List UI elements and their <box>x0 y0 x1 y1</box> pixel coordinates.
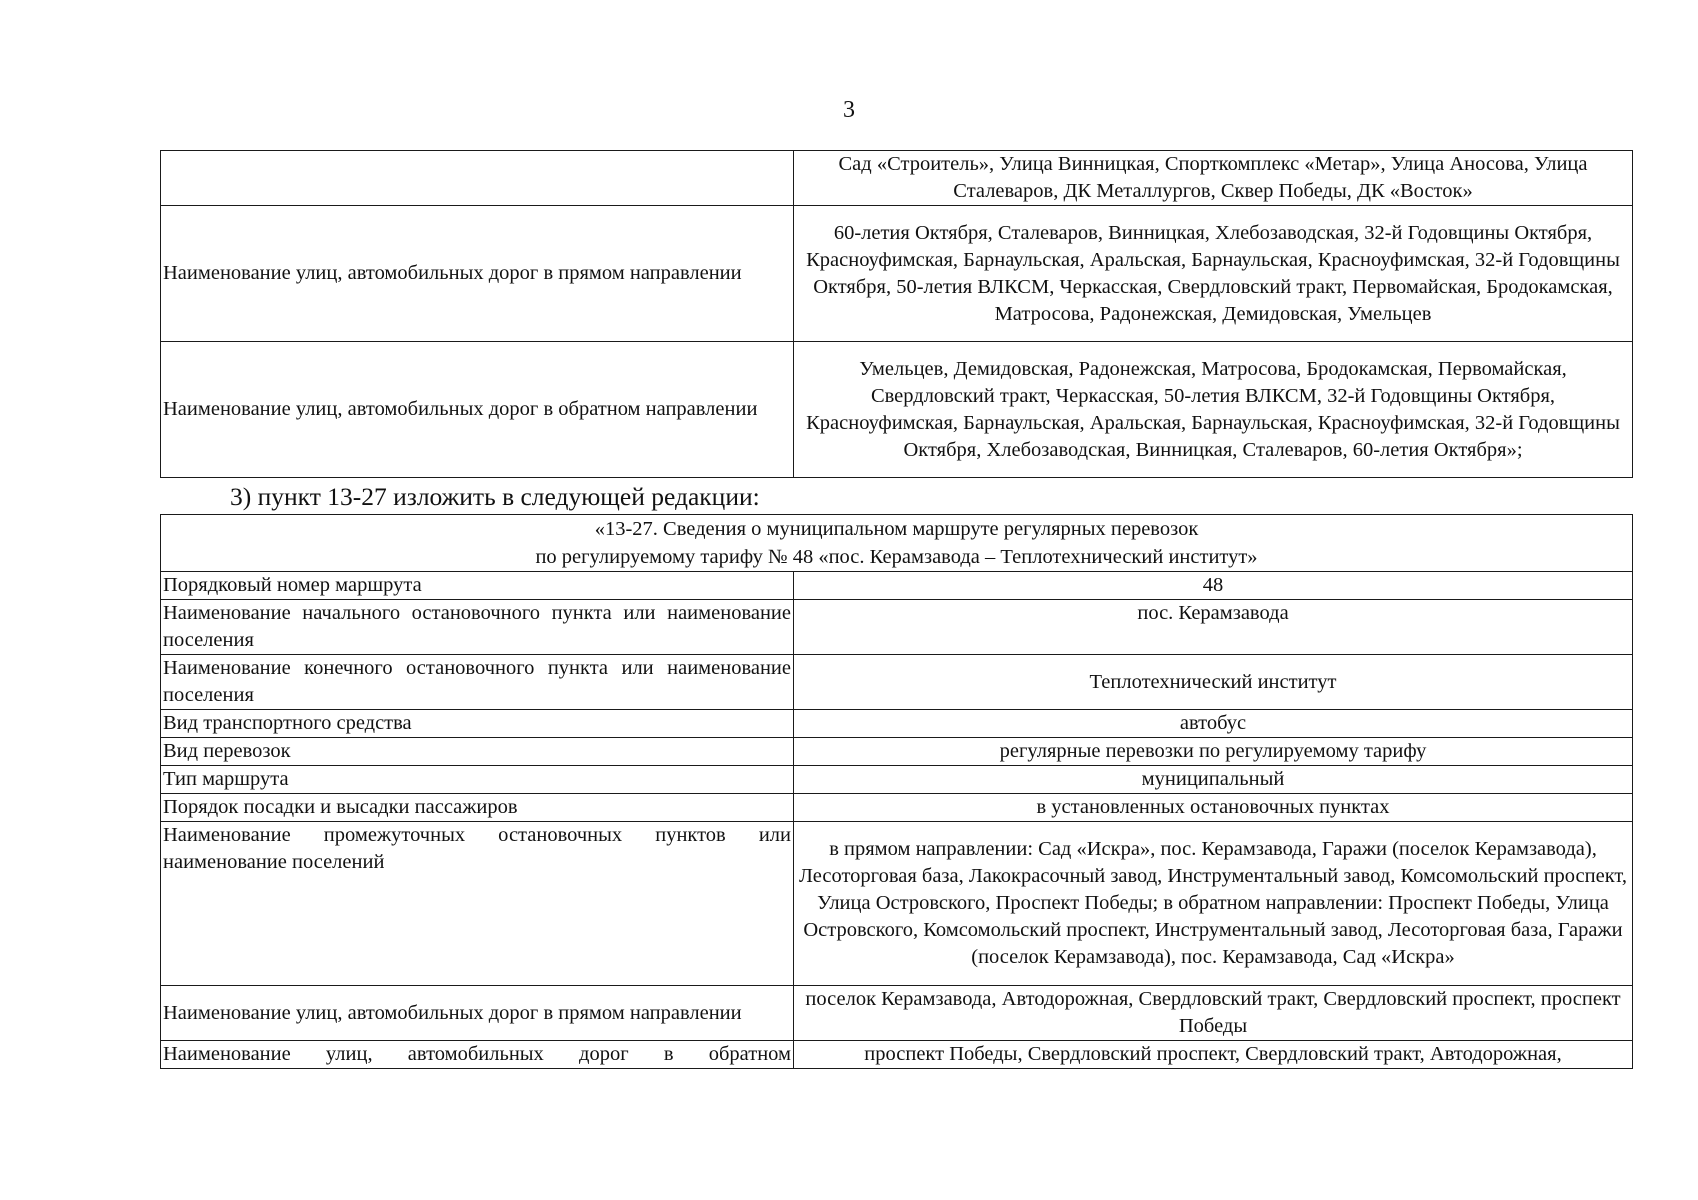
row-label: Наименование улиц, автомобильных дорог в прямом направлении <box>161 206 794 342</box>
table-title-row <box>161 515 1633 572</box>
table-row <box>161 710 1633 738</box>
table-row <box>161 986 1633 1041</box>
table-title-line-1: «13-27. Сведения о муниципальном маршруте регулярных перевозок <box>594 518 1199 540</box>
table-title <box>161 515 1633 572</box>
table-row <box>161 600 1633 655</box>
table-row <box>161 766 1633 794</box>
row-value: Теплотехнический институт <box>794 655 1633 710</box>
row-value: муниципальный <box>794 766 1633 794</box>
row-label: Вид перевозок <box>161 738 794 766</box>
row-value: автобус <box>794 710 1633 738</box>
table-row <box>161 822 1633 986</box>
route-table-continued <box>160 150 1633 478</box>
section-heading: 3) пункт 13-27 изложить в следующей редакции: <box>230 482 760 511</box>
table-row <box>161 151 1633 206</box>
table-row <box>161 1041 1633 1069</box>
row-label: Наименование промежуточных остановочных пунктов или наименование поселений <box>161 822 794 986</box>
row-label: Порядковый номер маршрута <box>161 572 794 600</box>
table-row <box>161 572 1633 600</box>
row-value: проспект Победы, Свердловский проспект, Свердловский тракт, Автодорожная, <box>794 1041 1633 1069</box>
row-label: Наименование начального остановочного пункта или наименование поселения <box>161 600 794 655</box>
table-row <box>161 738 1633 766</box>
row-label: Наименование улиц, автомобильных дорог в обратном направлении <box>161 342 794 478</box>
row-value: 48 <box>794 572 1633 600</box>
row-label: Порядок посадки и высадки пассажиров <box>161 794 794 822</box>
table-row <box>161 655 1633 710</box>
page-number: 3 <box>843 97 855 123</box>
row-label: Тип маршрута <box>161 766 794 794</box>
row-label <box>161 151 794 206</box>
table-row <box>161 206 1633 342</box>
row-value: поселок Керамзавода, Автодорожная, Свердловский тракт, Свердловский проспект, проспект Победы <box>794 986 1633 1041</box>
row-value: Сад «Строитель», Улица Винницкая, Спорткомплекс «Метар», Улица Аносова, Улица Сталеваров, ДК Металлургов, Сквер Победы, ДК «Восток» <box>794 151 1633 206</box>
table-row <box>161 342 1633 478</box>
table-row <box>161 794 1633 822</box>
row-label: Вид транспортного средства <box>161 710 794 738</box>
row-value: пос. Керамзавода <box>794 600 1633 655</box>
row-label: Наименование конечного остановочного пункта или наименование поселения <box>161 655 794 710</box>
row-value: регулярные перевозки по регулируемому тарифу <box>794 738 1633 766</box>
route-13-27-table <box>160 514 1633 1069</box>
row-label: Наименование улиц, автомобильных дорог в прямом направлении <box>161 986 794 1041</box>
row-value: Умельцев, Демидовская, Радонежская, Матросова, Бродокамская, Первомайская, Свердловский тракт, Черкасская, 50-летия ВЛКСМ, 32-й Годовщины Октября, Красноуфимская, Барнаульская, Аральская, Барнаульская, Красноуфимская, 32-й Годовщины Октября, Хлебозаводская, Винницкая, Сталеваров, 60-летия Октября»; <box>794 342 1633 478</box>
row-value: в прямом направлении: Сад «Искра», пос. Керамзавода, Гаражи (поселок Керамзавода), Лесоторговая база, Лакокрасочный завод, Инструментальный завод, Комсомольский проспект, Улица Островского, Проспект Победы; в обратном направлении: Проспект Победы, Улица Островского, Комсомольский проспект, Инструментальный завод, Лесоторговая база, Гаражи (поселок Керамзавода), пос. Керамзавода, Сад «Искра» <box>794 822 1633 986</box>
row-value: в установленных остановочных пунктах <box>794 794 1633 822</box>
row-value: 60-летия Октября, Сталеваров, Винницкая, Хлебозаводская, 32-й Годовщины Октября, Красноуфимская, Барнаульская, Аральская, Барнаульская, Красноуфимская, 32-й Годовщины Октября, 50-летия ВЛКСМ, Черкасская, Свердловский тракт, Первомайская, Бродокамская, Матросова, Радонежская, Демидовская, Умельцев <box>794 206 1633 342</box>
table-title-line-2: по регулируемому тарифу № 48 «пос. Керамзавода – Теплотехнический институт» <box>535 546 1258 568</box>
row-label: Наименование улиц, автомобильных дорог в обратном <box>161 1041 794 1069</box>
